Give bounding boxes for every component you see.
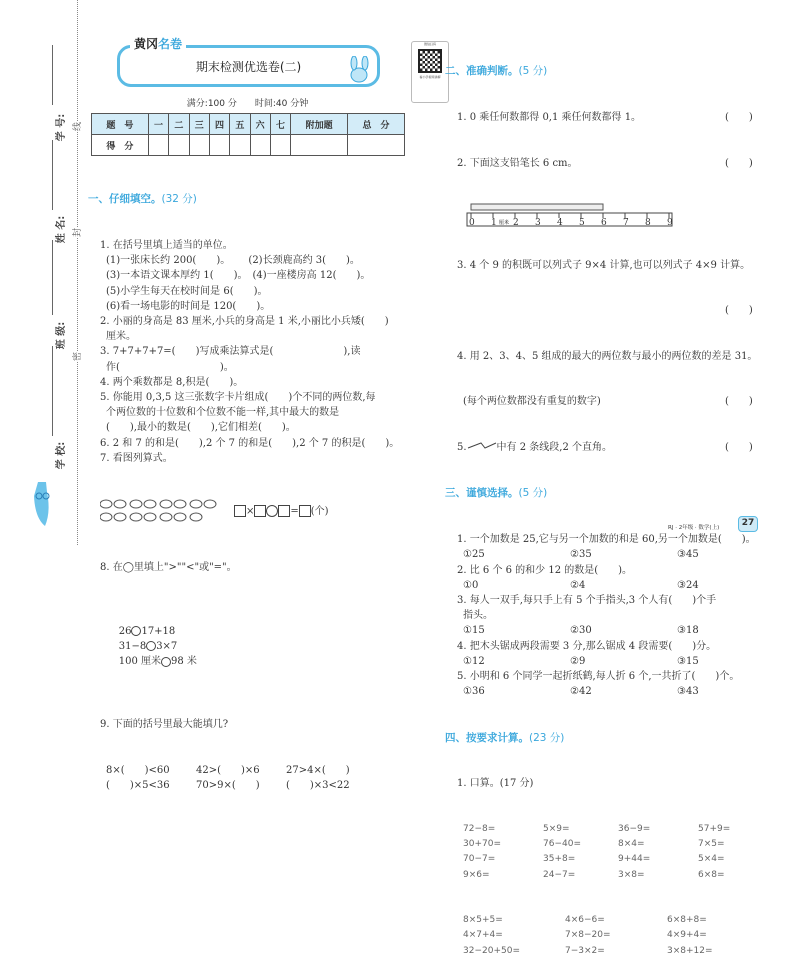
section-2: 二、准确判断。(5 分) 1. 0 乘任何数都得 0,1 乘任何数都得 1。 ( ) 2. 下面这支铅笔长 6 cm。 ( ) 0 1 2 3 4 5 6 7 8 9 厘米 3. 4 个 9 的积既可以列式子 9×4 计算,也可以列式子 4×9 计算。 ( ) 4. 用 2、3、4、5 组成的最大的两位数与最小的两位数的差是 31。 (每个两位数都没有重复的数字) ( ) 5. 中有 2 条线段,2 个直角。 ( ) 三、谨慎选择。(5 分) 1. 一个加数是 25,它与另一个加数的和是 60,另一个加数是( )。 ①25 ②35 ③45 2. 比 6 个 6 的和少 12 的数是( )。 ①0 ②4 ③24 3. 每人一双手,每只手上有 5 个手指头,3 个人有( )个手 指头。 ①15 ②30 ③18 4. 把木头锯成两段需要 3 分,那么锯成 4 段需要( )分。 ①12 ②9 ③15 5. 小明和 6 个同学一起折纸鹤,每人折 6 个,一共折了( )个。 ①36 ②42 ③43 四、按要求计算。(23 分) 1. 口算。(17 分) 72−8= 5×9= 36−9= 57+9= 30+70= 76−40= 8×4= 7×5= 70−7= 35+8= 9+44= 5×4= 9×6= 24−7= 3×8= 6×8= 8×5+5= 4×6−6= 6×8+8= 4×7+4= 7×8−20= 4×9+4= 32−20+50= 7−3×2= 3×8+12=: [445, 34, 765, 974]
unit-label: (个): [310, 505, 329, 517]
fill-blank-item[interactable]: 70>9×( ): [196, 779, 260, 791]
ruler-tick-label: 3: [535, 218, 541, 228]
choice-option[interactable]: ①36: [463, 686, 485, 698]
question-line: (1)一张床长约 200( )。 (2)长颈鹿高约 3( )。: [106, 255, 360, 267]
answer-paren[interactable]: ( ): [725, 157, 753, 169]
teapot-icon: [144, 513, 156, 521]
oral-calc-item[interactable]: 5×4=: [698, 854, 725, 865]
oral-calc-item[interactable]: 9+44=: [618, 854, 651, 865]
cut-char: 线: [70, 122, 83, 131]
oral-calc-item[interactable]: 70−7=: [463, 854, 496, 865]
fill-blank-item[interactable]: ( )×5<36: [106, 779, 170, 791]
section-heading: 四、按要求计算。(23 分): [445, 731, 565, 744]
choice-option[interactable]: ②30: [570, 625, 592, 637]
oral-calc-item[interactable]: 5×9=: [543, 823, 570, 834]
oral-calc-item[interactable]: 36−9=: [618, 823, 651, 834]
oral-calc-item[interactable]: 8×5+5=: [463, 915, 503, 926]
oral-calc-item[interactable]: 76−40=: [543, 839, 581, 850]
table-header-cell: 二: [169, 114, 189, 135]
fill-blank-item[interactable]: ( )×3<22: [286, 779, 350, 791]
answer-circle[interactable]: [266, 505, 278, 517]
teapot-icon: [100, 513, 112, 521]
choice-options: [445, 684, 765, 699]
choice-option[interactable]: ①0: [463, 579, 479, 591]
choice-options: [445, 623, 765, 638]
score-cell[interactable]: [250, 135, 270, 156]
ruler-tick-label: 2: [513, 218, 519, 228]
teapot-icon: [114, 513, 126, 521]
score-time-info: 满分:100 分 时间:40 分钟: [186, 99, 309, 109]
question-line: 5. 你能用 0,3,5 这三张数字卡片组成( )个不同的两位数,每: [100, 392, 376, 404]
score-table: [91, 113, 405, 156]
table-header-cell: 六: [250, 114, 270, 135]
q8: 8. 在◯里填上">""<"或"="。: [100, 561, 237, 573]
score-cell[interactable]: [209, 135, 229, 156]
choice-question-cont: 指头。: [463, 610, 493, 622]
choice-option[interactable]: ①12: [463, 655, 485, 667]
teapot-icon: [114, 500, 126, 508]
oral-calc-item[interactable]: 7×5=: [698, 839, 725, 850]
teapot-icon: [160, 500, 172, 508]
score-cell[interactable]: [291, 135, 348, 156]
page-number: 27: [738, 516, 758, 532]
ruler-tick-label: 7: [623, 218, 629, 228]
cut-line: [77, 0, 78, 545]
school-label: 学 校:: [56, 441, 68, 470]
bunny-mascot-icon: [344, 56, 374, 84]
ruler-tick-label: 6: [601, 218, 607, 228]
section-heading: 三、谨慎选择。(5 分): [445, 487, 548, 500]
question-line: (5)小学生每天在校时间是 6( )。: [106, 285, 268, 297]
score-cell[interactable]: [189, 135, 209, 156]
question-line: 1. 在括号里填上适当的单位。: [100, 240, 233, 252]
choice-option[interactable]: ②42: [570, 686, 592, 698]
choice-question: 2. 比 6 个 6 的和少 12 的数是( )。: [457, 564, 633, 576]
teapots-image: [100, 497, 220, 525]
qr-code[interactable]: 微信扫码 看小学视频讲解: [411, 41, 449, 103]
choice-option[interactable]: ③43: [677, 686, 699, 698]
teapot-icon: [204, 500, 216, 508]
answer-box[interactable]: [234, 505, 246, 517]
choice-options: [445, 578, 765, 593]
score-cell[interactable]: [270, 135, 290, 156]
choice-option[interactable]: ②4: [570, 579, 586, 591]
oral-calc-item[interactable]: 7−3×2=: [565, 945, 605, 956]
student-number-label: 学 号:: [56, 113, 68, 142]
choice-option[interactable]: ③18: [677, 625, 699, 637]
section-heading: 一、仔细填空。(32 分): [88, 193, 197, 206]
section-heading: 二、准确判断。(5 分): [445, 65, 548, 78]
class-label: 班 级:: [56, 321, 68, 350]
choice-options: [445, 547, 765, 562]
table-header-cell: 五: [230, 114, 250, 135]
compare-circle[interactable]: [146, 641, 156, 651]
ruler-tick-label: 1: [491, 218, 497, 228]
q7-equation: × = (个): [234, 504, 329, 519]
ruler-tick-label: 5: [579, 218, 585, 228]
fill-blank-item[interactable]: 8×( )<60: [106, 764, 170, 776]
oral-calc-item[interactable]: 3×8=: [618, 869, 645, 880]
teapot-icon: [190, 500, 202, 508]
choice-question: 5. 小明和 6 个同学一起折纸鹤,每人折 6 个,一共折了( )个。: [457, 670, 740, 682]
question-line: ( ),最小的数是( ),它们相差( )。: [106, 422, 296, 434]
question-line: 作( )。: [106, 361, 234, 373]
teapot-icon: [144, 500, 156, 508]
score-cell[interactable]: [348, 135, 405, 156]
score-cell[interactable]: [230, 135, 250, 156]
q9: 9. 下面的括号里最大能填几?: [100, 718, 229, 730]
oral-calc-item[interactable]: 24−7=: [543, 869, 576, 880]
fill-blank-item[interactable]: 42>( )×6: [196, 764, 260, 776]
oral-calc-item[interactable]: 72−8=: [463, 823, 496, 834]
oral-calc-item[interactable]: 4×6−6=: [565, 915, 605, 926]
question-line: 6. 2 和 7 的和是( ),2 个 7 的和是( ),2 个 7 的积是( )。: [100, 437, 400, 449]
answer-paren[interactable]: ( ): [725, 305, 753, 317]
oral-calc-item[interactable]: 9×6=: [463, 869, 490, 880]
name-field[interactable]: [52, 240, 53, 315]
fill-blank-item[interactable]: 27>4×( ): [286, 764, 350, 776]
oral-calc-item[interactable]: 35+8=: [543, 854, 576, 865]
teapot-icon: [130, 513, 142, 521]
question-line: 2. 小丽的身高是 83 厘米,小兵的身高是 1 米,小丽比小兵矮( ): [100, 316, 389, 328]
choice-option[interactable]: ③15: [677, 655, 699, 667]
question-line: 3. 7+7+7+7=( )写成乘法算式是( ),读: [100, 346, 361, 358]
ruler-image: [465, 201, 680, 227]
question-line: (3)一本语文课本厚约 1( )。 (4)一座楼房高 12( )。: [106, 270, 371, 282]
cut-char: 封: [70, 228, 83, 237]
question-line: 厘米。: [106, 331, 136, 343]
oral-calc-item[interactable]: 32−20+50=: [463, 945, 520, 956]
section-1: [88, 162, 408, 808]
ruler-body: [467, 213, 672, 226]
answer-paren[interactable]: ( ): [725, 441, 753, 453]
oral-calc-item[interactable]: 3×8+12=: [667, 945, 713, 956]
compare-circle[interactable]: [131, 626, 141, 636]
answer-paren[interactable]: ( ): [725, 396, 753, 408]
teapot-icon: [174, 500, 186, 508]
choice-option[interactable]: ③45: [677, 549, 699, 561]
ruler-tick-label: 9: [667, 218, 673, 228]
question-line: 个两位数的十位数和个位数不能一样,其中最大的数是: [106, 407, 340, 419]
qr-code-image: [418, 49, 442, 73]
ruler-tick-label: 8: [645, 218, 651, 228]
question-line: 7. 看图列算式。: [100, 452, 173, 464]
choice-option[interactable]: ③24: [677, 579, 699, 591]
table-header-cell: 题 号: [92, 114, 149, 135]
teapot-icon: [174, 513, 186, 521]
oral-calc-item[interactable]: 30+70=: [463, 839, 501, 850]
q3: 3. 4 个 9 的积既可以列式子 9×4 计算,也可以列式子 4×9 计算。: [457, 259, 751, 271]
number-field[interactable]: [52, 140, 53, 210]
answer-paren[interactable]: ( ): [725, 112, 753, 124]
choice-option[interactable]: ①15: [463, 625, 485, 637]
score-row-label: 得 分: [92, 135, 149, 156]
oral-calc-item[interactable]: 7×8−20=: [565, 930, 611, 941]
cut-char: 密: [70, 352, 83, 361]
oral-calc-item[interactable]: 6×8+8=: [667, 915, 707, 926]
score-cell[interactable]: [148, 135, 168, 156]
table-header-cell: 附加题: [291, 114, 348, 135]
name-label: 姓 名:: [56, 215, 68, 244]
q7-picture: [88, 496, 408, 526]
page-title: 期末检测优选卷(二): [195, 60, 302, 74]
class-field[interactable]: [52, 346, 53, 436]
choice-option[interactable]: ②35: [570, 549, 592, 561]
table-header-cell: 七: [270, 114, 290, 135]
choice-question: 1. 一个加数是 25,它与另一个加数的和是 60,另一个加数是( )。: [457, 534, 756, 546]
footer-text: RJ · 2年级 · 数学(上): [668, 525, 720, 531]
score-cell[interactable]: [169, 135, 189, 156]
ruler-tick-label: 4: [557, 218, 563, 228]
teapot-icon: [190, 513, 202, 521]
mascot-icon: [30, 478, 52, 528]
zigzag-line-icon: [467, 440, 497, 450]
brand-logo: 黄冈名卷: [130, 35, 186, 52]
table-header-cell: 一: [148, 114, 168, 135]
ruler-tick-label: 0: [469, 218, 475, 228]
answer-box[interactable]: [299, 505, 311, 517]
number-line: [52, 45, 53, 105]
teapot-icon: [100, 500, 112, 508]
answer-box[interactable]: [254, 505, 266, 517]
oral-calc-item[interactable]: 57+9=: [698, 823, 731, 834]
choice-option[interactable]: ②9: [570, 655, 586, 667]
answer-box[interactable]: [278, 505, 290, 517]
oral-calc-item[interactable]: 4×9+4=: [667, 930, 707, 941]
question-line: 4. 两个乘数都是 8,积是( )。: [100, 376, 244, 388]
oral-calc-item[interactable]: 4×7+4=: [463, 930, 503, 941]
teapot-icon: [130, 500, 142, 508]
oral-calc-item[interactable]: 6×8=: [698, 869, 725, 880]
ruler-unit: 厘米: [499, 220, 510, 227]
q4: 4. 用 2、3、4、5 组成的最大的两位数与最小的两位数的差是 31。: [457, 350, 758, 362]
teapot-icon: [160, 513, 172, 521]
table-header-cell: 总 分: [348, 114, 405, 135]
choice-question: 4. 把木头锯成两段需要 3 分,那么锯成 4 段需要( )分。: [457, 640, 717, 652]
compare-circle[interactable]: [161, 657, 171, 667]
pencil: [471, 204, 603, 210]
table-header-cell: 四: [209, 114, 229, 135]
choice-options: [445, 654, 765, 669]
q8-items: 26 17+18 31−8 3×7 100 厘米 98 米: [118, 625, 197, 668]
oral-calc-heading: 1. 口算。(17 分): [457, 778, 534, 790]
choice-question: 3. 每人一双手,每只手上有 5 个手指头,3 个人有( )个手: [457, 594, 717, 606]
oral-calc-item[interactable]: 8×4=: [618, 839, 645, 850]
question-line: (6)看一场电影的时间是 120( )。: [106, 300, 271, 312]
choice-option[interactable]: ①25: [463, 549, 485, 561]
table-header-cell: 三: [189, 114, 209, 135]
